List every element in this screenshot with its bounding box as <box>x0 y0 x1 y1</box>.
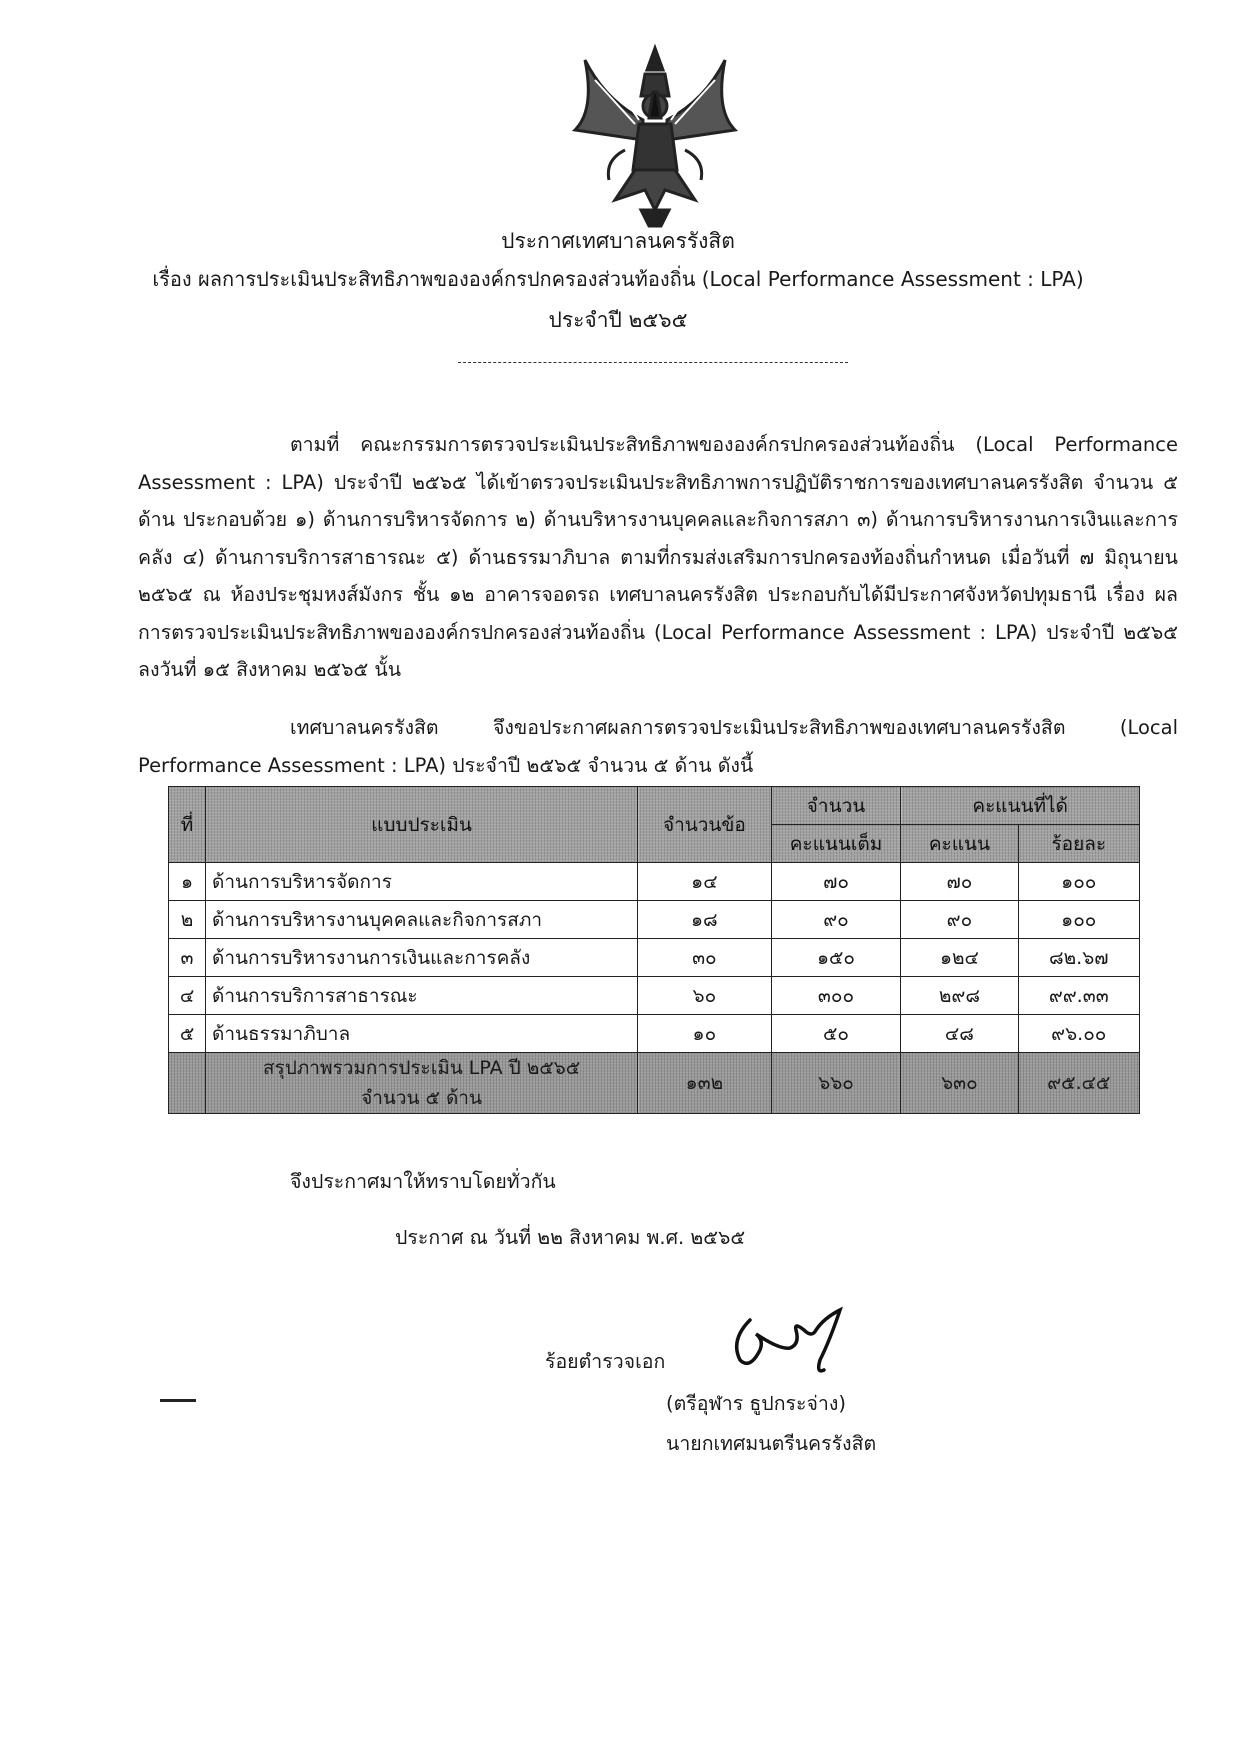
assessment-results-table <box>168 786 1140 1114</box>
header-form: แบบประเมิน <box>206 787 638 863</box>
row-items: ๑๐ <box>638 1015 772 1053</box>
header-percent: ร้อยละ <box>1018 825 1139 863</box>
body-paragraph-1 <box>138 426 1178 689</box>
row-full: ๗๐ <box>771 863 901 901</box>
paragraph-2-text: เทศบาลนครรังสิต จึงขอประกาศผลการตรวจประเมินประสิทธิภาพของเทศบาลนครรังสิต (Local Performance Assessment : LPA) ประจำปี ๒๕๖๕ จำนวน ๕ ด้าน ดังนี้ <box>138 716 1178 777</box>
row-items: ๓๐ <box>638 939 772 977</box>
row-full: ๕๐ <box>771 1015 901 1053</box>
summary-label <box>206 1053 638 1114</box>
row-score: ๒๙๘ <box>901 977 1018 1015</box>
row-no: ๒ <box>169 901 206 939</box>
garuda-emblem-icon <box>565 40 745 230</box>
announcement-year: ประจำปี ๒๕๖๕ <box>548 308 688 332</box>
summary-label-line2: จำนวน ๕ ด้าน <box>361 1087 482 1109</box>
row-percent: ๙๙.๓๓ <box>1018 977 1139 1015</box>
row-no: ๕ <box>169 1015 206 1053</box>
table-row <box>169 901 1140 939</box>
row-score: ๑๒๔ <box>901 939 1018 977</box>
summary-percent: ๙๕.๔๕ <box>1018 1053 1139 1114</box>
table-row <box>169 1015 1140 1053</box>
paragraph-1-text: ตามที่ คณะกรรมการตรวจประเมินประสิทธิภาพขององค์กรปกครองส่วนท้องถิ่น (Local Performance Assessment : LPA) ประจำปี ๒๕๖๕ ได้เข้าตรวจประเมินประสิทธิภาพการปฏิบัติราชการของเทศบาลนครรังสิต จำนวน ๕ ด้าน ประกอบด้วย ๑) ด้านการบริหารจัดการ ๒) ด้านบริหารงานบุคคลและกิจการสภา ๓) ด้านการบริหารงานการเงินและการคลัง ๔) ด้านการบริการสาธารณะ ๕) ด้านธรรมาภิบาล ตามที่กรมส่งเสริมการปกครองท้องถิ่นกำหนด เมื่อวันที่ ๗ มิถุนายน ๒๕๖๕ ณ ห้องประชุมหงส์มังกร ชั้น ๑๒ อาคารจอดรถ เทศบาลนครรังสิต ประกอบกับได้มีประกาศจังหวัดปทุมธานี เรื่อง ผลการตรวจประเมินประสิทธิภาพขององค์กรปกครองส่วนท้องถิ่น (Local Performance Assessment : LPA) ประจำปี ๒๕๖๕ ลงวันที่ ๑๕ สิงหาคม ๒๕๖๕ นั้น <box>138 433 1178 681</box>
row-name: ด้านการบริการสาธารณะ <box>206 977 638 1015</box>
header-full-bottom: คะแนนเต็ม <box>771 825 901 863</box>
row-score: ๙๐ <box>901 901 1018 939</box>
row-percent: ๙๖.๐๐ <box>1018 1015 1139 1053</box>
summary-no <box>169 1053 206 1114</box>
summary-label-line1: สรุปภาพรวมการประเมิน LPA ปี ๒๕๖๕ <box>262 1057 581 1079</box>
signer-position: นายกเทศมนตรีนครรังสิต <box>666 1432 877 1455</box>
summary-row <box>169 1053 1140 1114</box>
row-score: ๔๘ <box>901 1015 1018 1053</box>
signer-rank: ร้อยตำรวจเอก <box>545 1350 666 1373</box>
closing-announce: จึงประกาศมาให้ทราบโดยทั่วกัน <box>290 1170 556 1193</box>
row-name: ด้านการบริหารจัดการ <box>206 863 638 901</box>
row-name: ด้านธรรมาภิบาล <box>206 1015 638 1053</box>
row-percent: ๑๐๐ <box>1018 863 1139 901</box>
row-full: ๙๐ <box>771 901 901 939</box>
row-name: ด้านการบริหารงานบุคคลและกิจการสภา <box>206 901 638 939</box>
header-full-top: จำนวน <box>771 787 901 825</box>
row-no: ๑ <box>169 863 206 901</box>
announcement-subject: เรื่อง ผลการประเมินประสิทธิภาพขององค์กรปกครองส่วนท้องถิ่น (Local Performance Assessment : LPA) <box>152 267 1084 291</box>
row-percent: ๑๐๐ <box>1018 901 1139 939</box>
row-name: ด้านการบริหารงานการเงินและการคลัง <box>206 939 638 977</box>
table-row <box>169 977 1140 1015</box>
margin-mark <box>160 1399 196 1402</box>
table-row <box>169 939 1140 977</box>
row-full: ๓๐๐ <box>771 977 901 1015</box>
summary-score: ๖๓๐ <box>901 1053 1018 1114</box>
summary-full: ๖๖๐ <box>771 1053 901 1114</box>
row-full: ๑๕๐ <box>771 939 901 977</box>
header-obtained: คะแนนที่ได้ <box>901 787 1140 825</box>
row-items: ๑๔ <box>638 863 772 901</box>
row-items: ๖๐ <box>638 977 772 1015</box>
summary-items: ๑๓๒ <box>638 1053 772 1114</box>
header-items: จำนวนข้อ <box>638 787 772 863</box>
header-no: ที่ <box>169 787 206 863</box>
signer-name: (ตรีอุฬาร ธูปกระจ่าง) <box>666 1392 846 1415</box>
row-no: ๓ <box>169 939 206 977</box>
body-paragraph-2 <box>138 709 1178 784</box>
header-score: คะแนน <box>901 825 1018 863</box>
title-divider <box>458 362 848 363</box>
row-score: ๗๐ <box>901 863 1018 901</box>
announcement-date: ประกาศ ณ วันที่ ๒๒ สิงหาคม พ.ศ. ๒๕๖๕ <box>395 1226 746 1249</box>
table-row <box>169 863 1140 901</box>
row-no: ๔ <box>169 977 206 1015</box>
announcement-title: ประกาศเทศบาลนครรังสิต <box>501 229 735 253</box>
row-items: ๑๘ <box>638 901 772 939</box>
handwritten-signature <box>720 1300 870 1380</box>
row-percent: ๘๒.๖๗ <box>1018 939 1139 977</box>
